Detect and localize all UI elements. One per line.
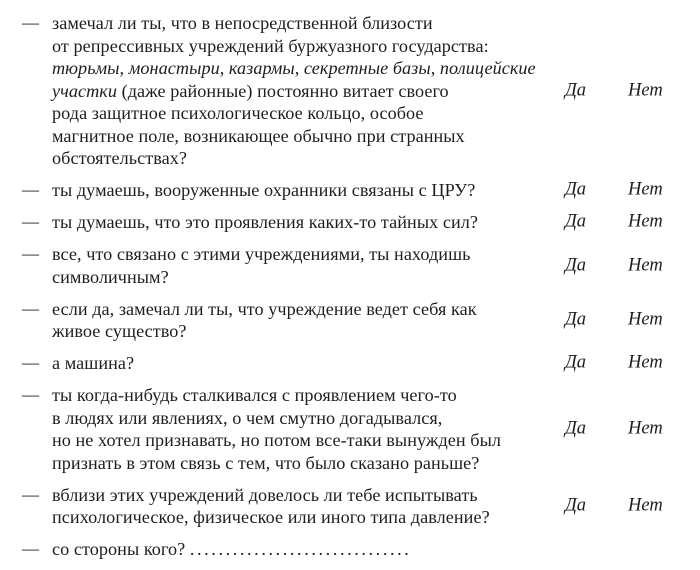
question-item [0,384,700,474]
answer-no[interactable]: Нет [628,418,663,439]
question-line [52,407,552,430]
question-line [52,125,552,148]
text: рода защитное психологическое кольцо, особое [52,103,424,123]
text: (даже районные) постоянно витает своего [117,80,449,101]
question-line [52,211,552,234]
question-line [52,35,552,58]
dash-bullet: — [22,484,39,504]
question-line [52,102,552,125]
text: признать в этом связь с тем, что было сказано раньше? [52,452,480,473]
answer-options [565,419,678,440]
question-line [52,243,552,266]
question-item [0,12,700,170]
question-line [52,484,552,507]
text: а машина? [52,353,135,373]
question-item [0,298,700,343]
question-line [52,147,552,170]
question-line [52,80,552,103]
question-line [52,266,552,289]
dash-bullet: — [22,298,39,318]
text: ты думаешь, вооруженные охранники связаны с ЦРУ? [52,180,476,200]
answer-options [565,255,678,276]
text: символичным? [52,266,169,287]
answer-yes[interactable]: Да [565,418,587,439]
question-line [52,352,552,375]
italic-text: тюрьмы, монастыри, казармы, секретные базы, полицейские [52,58,536,78]
text: психологическое, физическое или иного типа давление? [52,507,490,527]
text: ты думаешь, что это проявления каких-то тайных сил? [52,212,478,232]
question-item [0,538,700,561]
question-text [52,179,552,202]
answer-yes[interactable]: Да [565,80,587,101]
dash-bullet: — [22,180,39,199]
dash-bullet: — [22,385,39,404]
text: но не хотел признавать, но потом все-таки вынужден был [52,430,502,450]
answer-yes[interactable]: Да [565,179,587,200]
question-text [52,538,552,561]
dash-bullet: — [22,539,39,558]
text: все, что связано с этими учреждениями, ты находишь [52,244,471,264]
answer-no[interactable]: Нет [628,309,663,330]
dash-bullet: — [22,353,39,372]
question-item [0,352,700,375]
question-text [52,298,552,343]
text: в людях или явлениях, о чем смутно догадывался, [52,407,443,428]
question-text [52,12,552,170]
question-item [0,484,700,529]
text: живое существо? [52,321,187,341]
answer-options [565,80,678,101]
answer-yes[interactable]: Да [565,255,587,275]
answer-blank-dots[interactable]: ............................... [189,539,412,559]
question-line [52,429,552,452]
dash-bullet: — [22,244,39,263]
dash-bullet: — [22,13,39,32]
text: замечал ли ты, что в непосредственной близости [52,13,433,33]
question-text [52,484,552,529]
answer-no[interactable]: Нет [628,352,663,373]
question-line [52,506,552,529]
question-line [52,298,552,321]
answer-options [565,496,678,517]
question-line [52,12,552,35]
italic-text: участки [52,80,118,101]
answer-yes[interactable]: Да [565,309,587,330]
text: если да, замечал ли ты, что учреждение ведет себя как [52,298,477,319]
text: вблизи этих учреждений довелось ли тебе испытывать [52,484,478,505]
text: обстоятельствах? [52,148,188,168]
dash-bullet: — [22,212,39,231]
questionnaire [0,12,700,570]
question-line [52,538,552,561]
answer-yes[interactable]: Да [565,211,587,232]
answer-options [565,310,678,331]
answer-options [565,212,678,233]
answer-yes[interactable]: Да [565,352,587,373]
answer-no[interactable]: Нет [628,179,663,200]
answer-options [565,180,678,201]
question-item [0,243,700,288]
text: магнитное поле, возникающее обычно при странных [52,125,465,146]
question-line [52,384,552,407]
answer-no[interactable]: Нет [628,211,663,232]
question-line [52,179,552,202]
answer-no[interactable]: Нет [628,255,663,275]
question-line [52,452,552,475]
question-item [0,179,700,202]
question-text [52,243,552,288]
text: со стороны кого? [52,539,190,559]
answer-options [565,353,678,374]
question-text [52,352,552,375]
question-item [0,211,700,234]
question-line [52,57,552,80]
question-line [52,320,552,343]
answer-no[interactable]: Нет [628,80,663,101]
text: от репрессивных учреждений буржуазного государства: [52,35,489,56]
answer-yes[interactable]: Да [565,495,587,516]
question-text [52,211,552,234]
question-text [52,384,552,474]
text: ты когда-нибудь сталкивался с проявлением чего-то [52,385,457,405]
answer-no[interactable]: Нет [628,495,663,516]
